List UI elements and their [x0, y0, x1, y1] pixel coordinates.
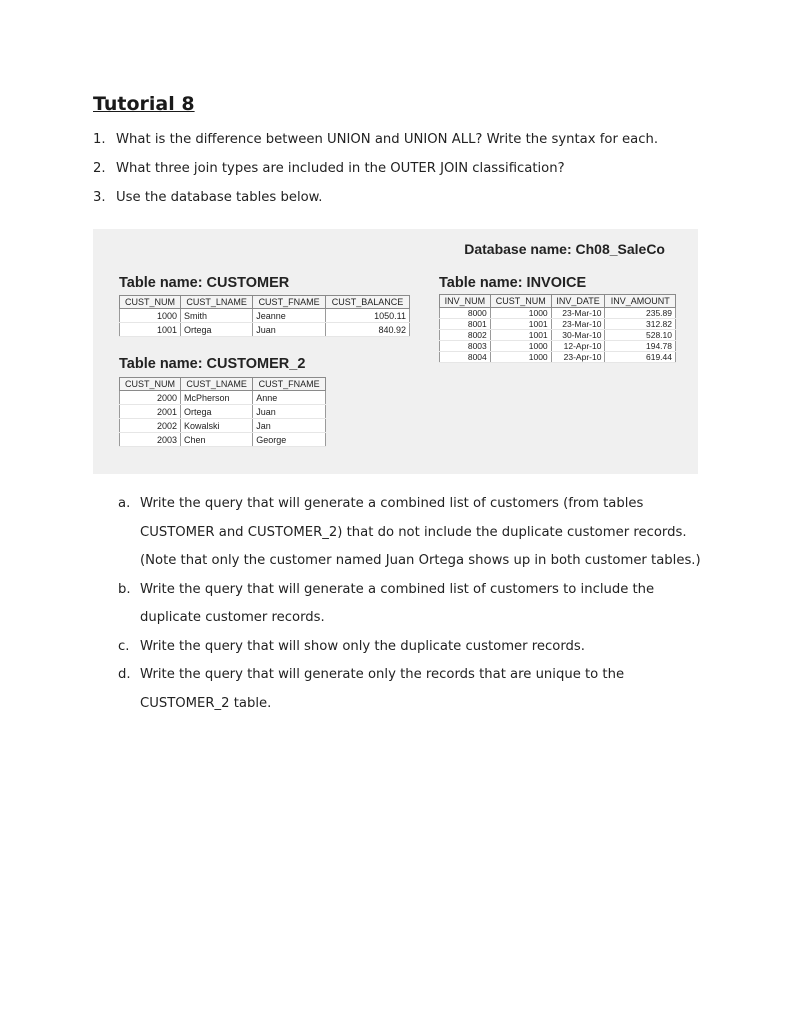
table-row — [120, 419, 326, 433]
sub-question-letter: c. — [118, 638, 130, 654]
table-cell: Jan — [253, 419, 326, 433]
question-number: 2. — [93, 161, 106, 176]
customer-table — [119, 295, 410, 337]
column-header: CUST_NUM — [120, 378, 181, 391]
table-cell: 619.44 — [605, 352, 676, 363]
table-cell: 12-Apr-10 — [551, 341, 605, 352]
table-cell: 8003 — [440, 341, 491, 352]
sub-question-letter: a. — [118, 496, 131, 511]
question-number: 1. — [93, 132, 106, 147]
table-cell: Ortega — [180, 405, 252, 419]
question-number: 3. — [93, 190, 106, 205]
customer2-table-title: Table name: CUSTOMER_2 — [119, 356, 306, 372]
table-cell: 528.10 — [605, 330, 676, 341]
database-name: Database name: Ch08_SaleCo — [464, 241, 665, 257]
table-cell: Kowalski — [180, 419, 252, 433]
table-cell: George — [253, 433, 326, 447]
table-cell: 1001 — [490, 319, 551, 330]
table-row — [120, 391, 326, 405]
sub-question-text: Write the query that will show only the duplicate customer records. — [140, 638, 585, 654]
table-cell: 1000 — [490, 352, 551, 363]
table-header-row — [440, 295, 676, 308]
customer2-table — [119, 377, 326, 447]
customer-table-title: Table name: CUSTOMER — [119, 275, 290, 291]
table-cell: 2000 — [120, 391, 181, 405]
column-header: CUST_LNAME — [180, 378, 252, 391]
column-header: CUST_NUM — [120, 296, 181, 309]
table-row — [440, 330, 676, 341]
sub-question-letter: d. — [118, 667, 131, 682]
table-row — [120, 309, 410, 323]
table-cell: Juan — [253, 323, 326, 337]
table-cell: 8004 — [440, 352, 491, 363]
question-text: Use the database tables below. — [116, 190, 323, 205]
sub-question-item — [118, 490, 703, 576]
sub-question-item — [118, 661, 703, 718]
table-row — [440, 319, 676, 330]
table-cell: 1000 — [490, 308, 551, 319]
table-cell: 235.89 — [605, 308, 676, 319]
table-header-row — [120, 378, 326, 391]
column-header: INV_NUM — [440, 295, 491, 308]
table-row — [120, 323, 410, 337]
invoice-table — [439, 294, 676, 363]
table-cell: Jeanne — [253, 309, 326, 323]
table-cell: Juan — [253, 405, 326, 419]
column-header: CUST_LNAME — [180, 296, 252, 309]
table-cell: 312.82 — [605, 319, 676, 330]
table-header-row — [120, 296, 410, 309]
sub-question-text: Write the query that will generate a combined list of customers to include the duplicate customer records. — [140, 581, 655, 625]
sub-question-list — [118, 490, 703, 718]
table-cell: Chen — [180, 433, 252, 447]
sub-question-text: Write the query that will generate only the records that are unique to the CUSTOMER_2 table. — [140, 667, 625, 711]
table-cell: 840.92 — [325, 323, 409, 337]
sub-question-item — [118, 576, 703, 633]
table-cell: 2001 — [120, 405, 181, 419]
sub-question-text: Write the query that will generate a combined list of customers (from tables CUSTOMER and CUSTOMER_2) that do not include the duplicate customer records. (Note that only the customer named Juan Ortega shows up in both customer tables.) — [140, 496, 701, 568]
column-header: CUST_BALANCE — [325, 296, 409, 309]
database-figure — [93, 229, 698, 474]
table-cell: Anne — [253, 391, 326, 405]
sub-question-item — [118, 633, 703, 662]
question-text: What three join types are included in the OUTER JOIN classification? — [116, 161, 565, 176]
table-row — [120, 433, 326, 447]
table-cell: McPherson — [180, 391, 252, 405]
table-cell: 23-Apr-10 — [551, 352, 605, 363]
column-header: CUST_NUM — [490, 295, 551, 308]
table-row — [440, 352, 676, 363]
table-cell: 23-Mar-10 — [551, 308, 605, 319]
column-header: INV_AMOUNT — [605, 295, 676, 308]
table-row — [440, 341, 676, 352]
table-cell: 8002 — [440, 330, 491, 341]
table-cell: 1001 — [120, 323, 181, 337]
table-row — [440, 308, 676, 319]
table-cell: Smith — [180, 309, 252, 323]
question-text: What is the difference between UNION and UNION ALL? Write the syntax for each. — [116, 132, 659, 147]
table-cell: 2003 — [120, 433, 181, 447]
table-cell: Ortega — [180, 323, 252, 337]
question-item — [93, 131, 733, 160]
table-cell: 8000 — [440, 308, 491, 319]
question-item — [93, 189, 733, 218]
table-cell: 2002 — [120, 419, 181, 433]
table-cell: 1000 — [120, 309, 181, 323]
table-cell: 194.78 — [605, 341, 676, 352]
column-header: CUST_FNAME — [253, 378, 326, 391]
table-cell: 1050.11 — [325, 309, 409, 323]
question-item — [93, 160, 733, 189]
table-cell: 8001 — [440, 319, 491, 330]
table-cell: 23-Mar-10 — [551, 319, 605, 330]
invoice-table-title: Table name: INVOICE — [439, 275, 587, 291]
column-header: INV_DATE — [551, 295, 605, 308]
question-list — [93, 131, 733, 218]
table-row — [120, 405, 326, 419]
table-cell: 1001 — [490, 330, 551, 341]
table-cell: 1000 — [490, 341, 551, 352]
sub-question-letter: b. — [118, 581, 131, 597]
column-header: CUST_FNAME — [253, 296, 326, 309]
table-cell: 30-Mar-10 — [551, 330, 605, 341]
page-title: Tutorial 8 — [93, 93, 195, 115]
